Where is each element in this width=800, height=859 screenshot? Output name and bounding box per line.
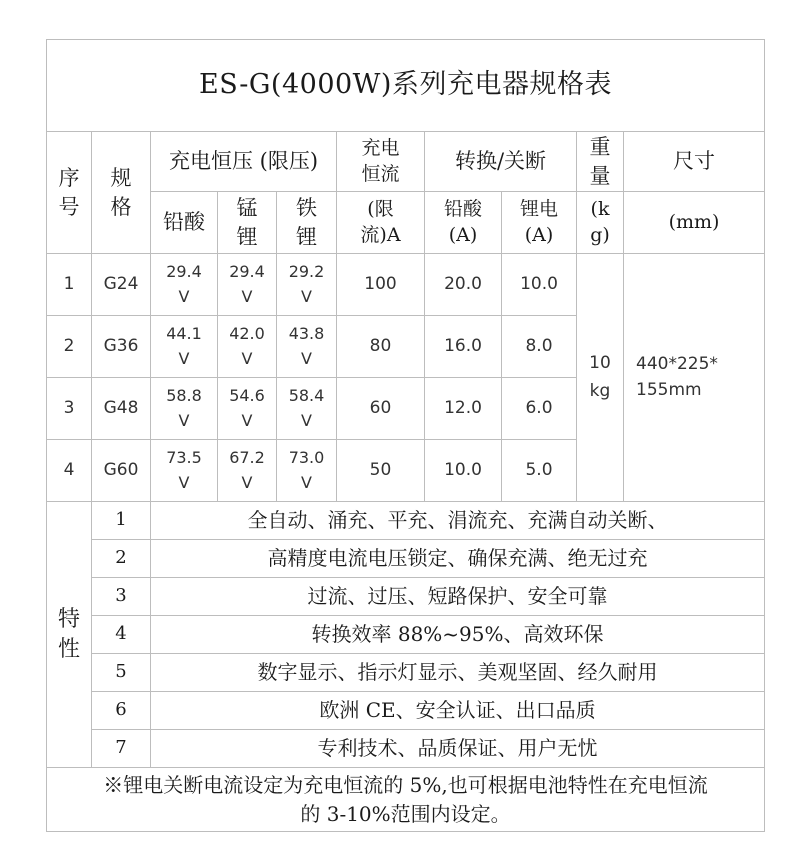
row-switch-lead: 10.0 [425,440,502,502]
row-model: G60 [92,440,151,502]
feature-text: 专利技术、品质保证、用户无忧 [151,730,765,768]
row-switch-lithium: 10.0 [502,254,577,316]
row-current: 50 [337,440,425,502]
feature-row [47,502,765,540]
row-lead-voltage: 58.8 V [151,378,218,440]
feature-index: 3 [92,578,151,616]
row-fe-voltage: 73.0 V [277,440,337,502]
size-value: 440*225* 155mm [624,254,765,502]
header-size-unit: (mm) [624,192,765,254]
row-switch-lead: 16.0 [425,316,502,378]
row-index: 4 [47,440,92,502]
header-switch-lithium: 锂电 (A) [502,192,577,254]
features-label: 特 性 [47,502,92,768]
feature-text: 转换效率 88%~95%、高效环保 [151,616,765,654]
row-fe-voltage: 29.2 V [277,254,337,316]
header-index: 序 号 [47,132,92,254]
row-fe-voltage: 43.8 V [277,316,337,378]
feature-row [47,692,765,730]
row-switch-lead: 20.0 [425,254,502,316]
row-model: G48 [92,378,151,440]
header-size: 尺寸 [624,132,765,192]
feature-index: 4 [92,616,151,654]
row-index: 2 [47,316,92,378]
header-iron-lithium: 铁 锂 [277,192,337,254]
feature-text: 全自动、涌充、平充、涓流充、充满自动关断、 [151,502,765,540]
feature-row [47,616,765,654]
row-lead-voltage: 73.5 V [151,440,218,502]
row-model: G24 [92,254,151,316]
row-switch-lithium: 6.0 [502,378,577,440]
feature-index: 5 [92,654,151,692]
row-current: 80 [337,316,425,378]
row-lead-voltage: 44.1 V [151,316,218,378]
row-mn-voltage: 67.2 V [218,440,277,502]
table-row [47,254,765,316]
feature-row [47,730,765,768]
row-index: 3 [47,378,92,440]
feature-index: 2 [92,540,151,578]
header-manganese-lithium: 锰 锂 [218,192,277,254]
feature-row [47,540,765,578]
row-mn-voltage: 29.4 V [218,254,277,316]
header-weight-unit: (k g) [577,192,624,254]
header-lead-acid: 铅酸 [151,192,218,254]
weight-value: 10 kg [577,254,624,502]
header-current-unit: (限 流)A [337,192,425,254]
feature-index: 1 [92,502,151,540]
row-current: 60 [337,378,425,440]
spec-table [46,39,765,832]
header-switch-lead: 铅酸 (A) [425,192,502,254]
header-constant-voltage: 充电恒压 (限压) [151,132,337,192]
feature-index: 6 [92,692,151,730]
feature-text: 高精度电流电压锁定、确保充满、绝无过充 [151,540,765,578]
row-mn-voltage: 42.0 V [218,316,277,378]
row-switch-lithium: 8.0 [502,316,577,378]
row-current: 100 [337,254,425,316]
footnote: ※锂电关断电流设定为充电恒流的 5%,也可根据电池特性在充电恒流 的 3-10%范围内设定。 [47,768,765,832]
row-fe-voltage: 58.4 V [277,378,337,440]
row-switch-lithium: 5.0 [502,440,577,502]
row-mn-voltage: 54.6 V [218,378,277,440]
header-weight: 重 量 [577,132,624,192]
row-switch-lead: 12.0 [425,378,502,440]
row-model: G36 [92,316,151,378]
feature-text: 欧洲 CE、安全认证、出口品质 [151,692,765,730]
feature-row [47,578,765,616]
table-title: ES-G(4000W)系列充电器规格表 [47,40,765,132]
feature-text: 过流、过压、短路保护、安全可靠 [151,578,765,616]
header-constant-current: 充电 恒流 [337,132,425,192]
feature-row [47,654,765,692]
feature-text: 数字显示、指示灯显示、美观坚固、经久耐用 [151,654,765,692]
header-model: 规 格 [92,132,151,254]
row-index: 1 [47,254,92,316]
row-lead-voltage: 29.4 V [151,254,218,316]
feature-index: 7 [92,730,151,768]
header-switch-off: 转换/关断 [425,132,577,192]
